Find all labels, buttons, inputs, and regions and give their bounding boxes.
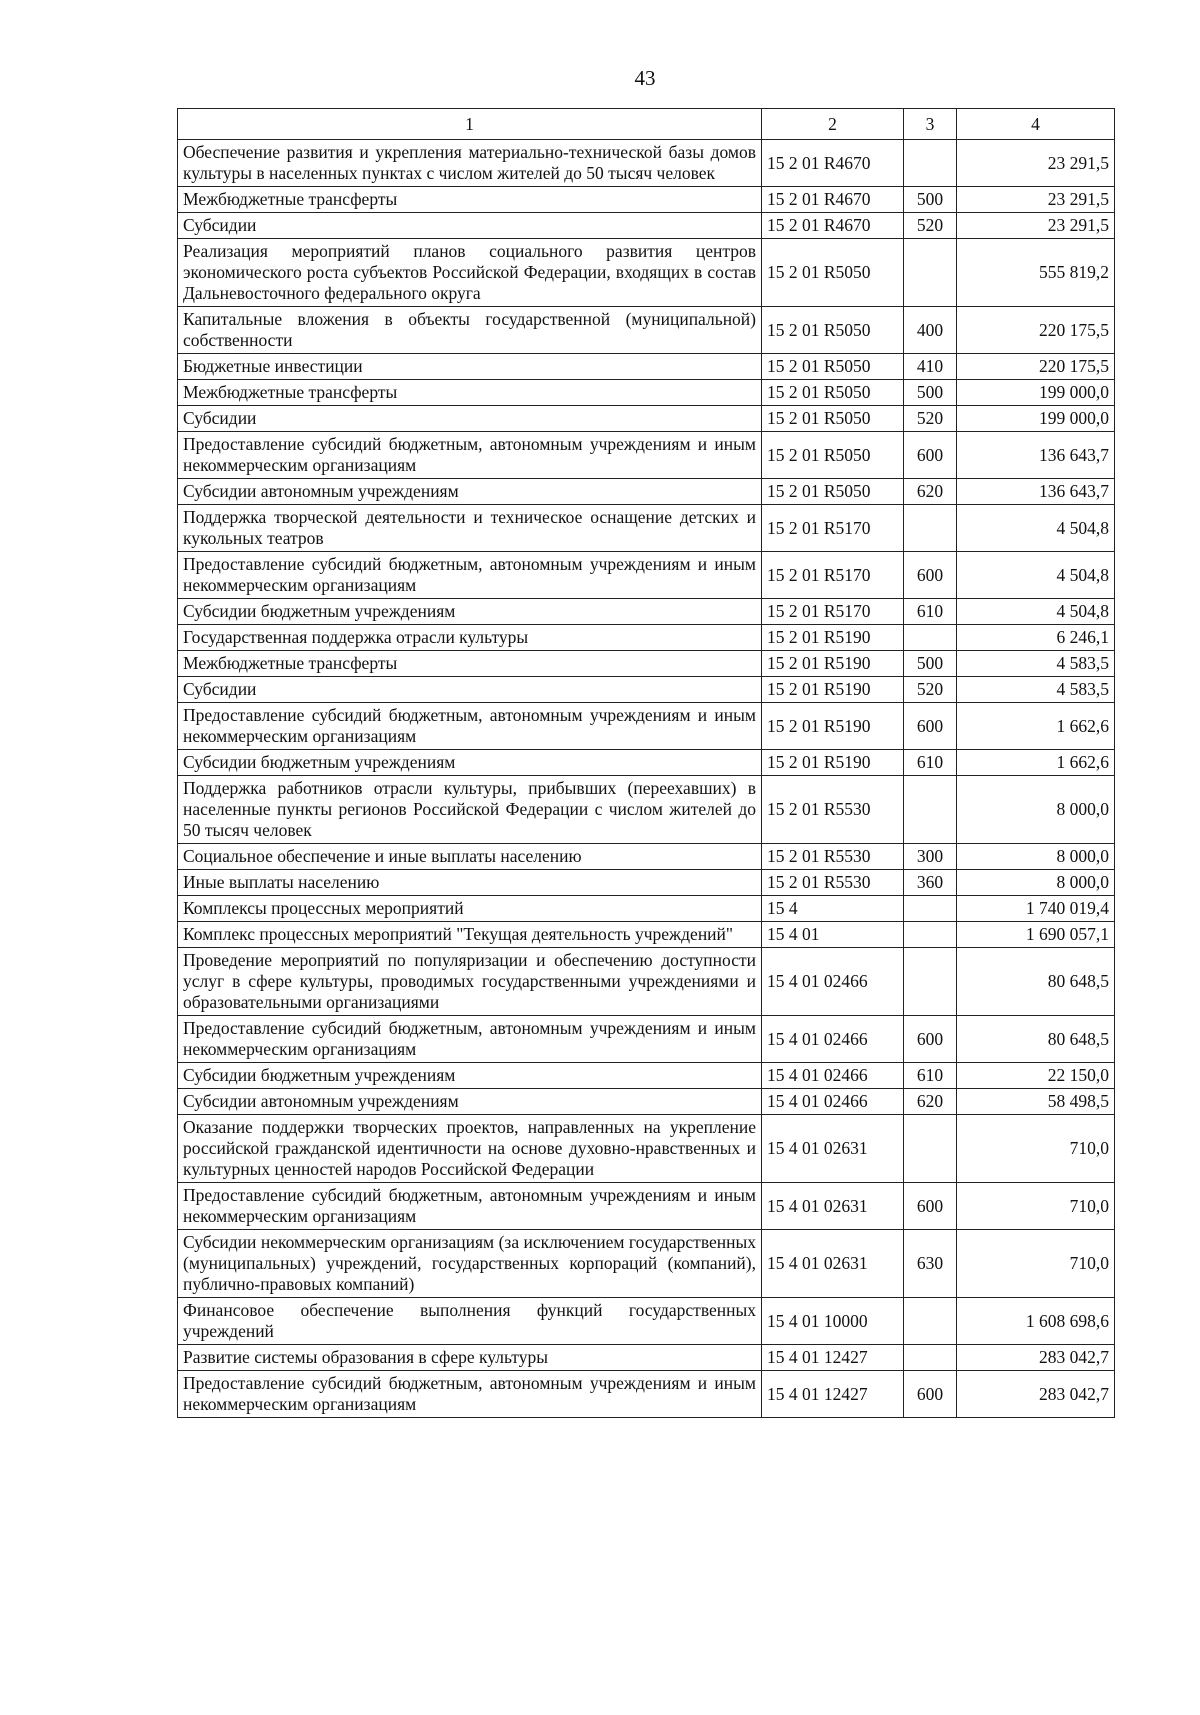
- row-code-cell: 15 2 01 R5190: [762, 651, 904, 677]
- table-row: [178, 703, 1115, 750]
- row-code-cell: 15 2 01 R5050: [762, 432, 904, 479]
- row-name-cell: Межбюджетные трансферты: [178, 651, 762, 677]
- row-code-cell: 15 2 01 R5530: [762, 870, 904, 896]
- row-sum-cell: 555 819,2: [957, 239, 1115, 307]
- row-name-cell: Финансовое обеспечение выполнения функций государственных учреждений: [178, 1298, 762, 1345]
- row-type-cell: [904, 239, 957, 307]
- row-type-cell: 600: [904, 552, 957, 599]
- table-row: [178, 599, 1115, 625]
- table-row: [178, 213, 1115, 239]
- row-code-cell: 15 2 01 R4670: [762, 187, 904, 213]
- row-code-cell: 15 4 01 10000: [762, 1298, 904, 1345]
- table-row: [178, 1345, 1115, 1371]
- table-row: [178, 870, 1115, 896]
- row-sum-cell: 80 648,5: [957, 948, 1115, 1016]
- table-row: [178, 922, 1115, 948]
- table-body: [178, 140, 1115, 1418]
- row-name-cell: Предоставление субсидий бюджетным, автономным учреждениям и иным некоммерческим организациям: [178, 1183, 762, 1230]
- row-name-cell: Капитальные вложения в объекты государственной (муниципальной) собственности: [178, 307, 762, 354]
- row-name-cell: Поддержка творческой деятельности и техническое оснащение детских и кукольных театров: [178, 505, 762, 552]
- row-type-cell: [904, 948, 957, 1016]
- row-code-cell: 15 2 01 R5050: [762, 479, 904, 505]
- row-sum-cell: 4 583,5: [957, 677, 1115, 703]
- row-code-cell: 15 2 01 R5190: [762, 625, 904, 651]
- row-code-cell: 15 2 01 R5530: [762, 844, 904, 870]
- row-sum-cell: 80 648,5: [957, 1016, 1115, 1063]
- table-row: [178, 406, 1115, 432]
- table-row: [178, 479, 1115, 505]
- row-code-cell: 15 2 01 R5170: [762, 505, 904, 552]
- row-name-cell: Обеспечение развития и укрепления материально-технической базы домов культуры в населенных пунктах с числом жителей до 50 тысяч человек: [178, 140, 762, 187]
- column-header-type: 3: [904, 109, 957, 140]
- row-type-cell: 600: [904, 703, 957, 750]
- row-code-cell: 15 2 01 R5170: [762, 552, 904, 599]
- row-sum-cell: 4 583,5: [957, 651, 1115, 677]
- row-code-cell: 15 4 01 02631: [762, 1183, 904, 1230]
- row-code-cell: 15 4 01 02466: [762, 1063, 904, 1089]
- row-type-cell: 620: [904, 479, 957, 505]
- row-name-cell: Субсидии бюджетным учреждениям: [178, 599, 762, 625]
- row-sum-cell: 58 498,5: [957, 1089, 1115, 1115]
- row-code-cell: 15 2 01 R4670: [762, 140, 904, 187]
- row-type-cell: [904, 776, 957, 844]
- row-type-cell: 620: [904, 1089, 957, 1115]
- table-row: [178, 432, 1115, 479]
- table-row: [178, 844, 1115, 870]
- row-sum-cell: 23 291,5: [957, 213, 1115, 239]
- table-row: [178, 505, 1115, 552]
- row-code-cell: 15 2 01 R5190: [762, 677, 904, 703]
- row-type-cell: 610: [904, 599, 957, 625]
- table-row: [178, 380, 1115, 406]
- row-sum-cell: 1 690 057,1: [957, 922, 1115, 948]
- row-sum-cell: 136 643,7: [957, 479, 1115, 505]
- row-code-cell: 15 4 01 12427: [762, 1345, 904, 1371]
- row-sum-cell: 4 504,8: [957, 505, 1115, 552]
- row-sum-cell: 199 000,0: [957, 406, 1115, 432]
- row-type-cell: 520: [904, 406, 957, 432]
- row-type-cell: [904, 505, 957, 552]
- row-sum-cell: 199 000,0: [957, 380, 1115, 406]
- table-row: [178, 1371, 1115, 1418]
- table-row: [178, 896, 1115, 922]
- row-sum-cell: 6 246,1: [957, 625, 1115, 651]
- row-type-cell: 600: [904, 1016, 957, 1063]
- row-type-cell: 500: [904, 380, 957, 406]
- row-code-cell: 15 2 01 R5050: [762, 380, 904, 406]
- row-sum-cell: 4 504,8: [957, 552, 1115, 599]
- row-sum-cell: 220 175,5: [957, 307, 1115, 354]
- row-name-cell: Проведение мероприятий по популяризации и обеспечению доступности услуг в сфере культуры, проводимых государственными учреждениями и образовательными организациями: [178, 948, 762, 1016]
- row-type-cell: 500: [904, 651, 957, 677]
- row-code-cell: 15 2 01 R5050: [762, 307, 904, 354]
- table-row: [178, 354, 1115, 380]
- row-sum-cell: 710,0: [957, 1115, 1115, 1183]
- table-row: [178, 1016, 1115, 1063]
- row-code-cell: 15 4 01 12427: [762, 1371, 904, 1418]
- row-sum-cell: 283 042,7: [957, 1371, 1115, 1418]
- row-sum-cell: 283 042,7: [957, 1345, 1115, 1371]
- table-row: [178, 625, 1115, 651]
- row-code-cell: 15 2 01 R5050: [762, 406, 904, 432]
- table-row: [178, 1115, 1115, 1183]
- table-row: [178, 239, 1115, 307]
- table-row: [178, 1063, 1115, 1089]
- row-type-cell: [904, 140, 957, 187]
- column-header-sum: 4: [957, 109, 1115, 140]
- row-name-cell: Субсидии бюджетным учреждениям: [178, 1063, 762, 1089]
- table-row: [178, 1230, 1115, 1298]
- table-row: [178, 140, 1115, 187]
- row-name-cell: Социальное обеспечение и иные выплаты населению: [178, 844, 762, 870]
- row-type-cell: 520: [904, 677, 957, 703]
- row-code-cell: 15 4 01 02466: [762, 948, 904, 1016]
- row-code-cell: 15 4 01: [762, 922, 904, 948]
- row-type-cell: [904, 1115, 957, 1183]
- row-name-cell: Развитие системы образования в сфере культуры: [178, 1345, 762, 1371]
- row-sum-cell: 1 662,6: [957, 703, 1115, 750]
- row-type-cell: 400: [904, 307, 957, 354]
- row-type-cell: [904, 1345, 957, 1371]
- table-row: [178, 776, 1115, 844]
- table-row: [178, 1183, 1115, 1230]
- row-sum-cell: 1 740 019,4: [957, 896, 1115, 922]
- row-sum-cell: 22 150,0: [957, 1063, 1115, 1089]
- row-name-cell: Иные выплаты населению: [178, 870, 762, 896]
- row-code-cell: 15 2 01 R5190: [762, 703, 904, 750]
- row-sum-cell: 23 291,5: [957, 140, 1115, 187]
- row-type-cell: 610: [904, 1063, 957, 1089]
- row-type-cell: [904, 896, 957, 922]
- row-code-cell: 15 2 01 R5190: [762, 750, 904, 776]
- row-name-cell: Реализация мероприятий планов социального развития центров экономического роста субъектов Российской Федерации, входящих в состав Дальневосточного федерального округа: [178, 239, 762, 307]
- row-name-cell: Бюджетные инвестиции: [178, 354, 762, 380]
- row-sum-cell: 8 000,0: [957, 844, 1115, 870]
- row-name-cell: Поддержка работников отрасли культуры, прибывших (переехавших) в населенные пункты регионов Российской Федерации с числом жителей до 50 тысяч человек: [178, 776, 762, 844]
- row-type-cell: 360: [904, 870, 957, 896]
- budget-table: [177, 108, 1115, 1418]
- row-name-cell: Субсидии автономным учреждениям: [178, 1089, 762, 1115]
- row-name-cell: Предоставление субсидий бюджетным, автономным учреждениям и иным некоммерческим организациям: [178, 552, 762, 599]
- table-row: [178, 1089, 1115, 1115]
- row-type-cell: 410: [904, 354, 957, 380]
- row-name-cell: Предоставление субсидий бюджетным, автономным учреждениям и иным некоммерческим организациям: [178, 1371, 762, 1418]
- row-code-cell: 15 2 01 R4670: [762, 213, 904, 239]
- row-sum-cell: 710,0: [957, 1183, 1115, 1230]
- row-code-cell: 15 4 01 02631: [762, 1230, 904, 1298]
- row-code-cell: 15 4: [762, 896, 904, 922]
- row-code-cell: 15 2 01 R5170: [762, 599, 904, 625]
- table-row: [178, 948, 1115, 1016]
- row-name-cell: Субсидии: [178, 406, 762, 432]
- row-code-cell: 15 2 01 R5050: [762, 354, 904, 380]
- row-code-cell: 15 2 01 R5530: [762, 776, 904, 844]
- row-type-cell: 600: [904, 1183, 957, 1230]
- row-name-cell: Субсидии некоммерческим организациям (за исключением государственных (муниципальных) учреждений, государственных корпораций (компаний), публично-правовых компаний): [178, 1230, 762, 1298]
- row-type-cell: 500: [904, 187, 957, 213]
- row-sum-cell: 136 643,7: [957, 432, 1115, 479]
- row-sum-cell: 8 000,0: [957, 870, 1115, 896]
- row-name-cell: Комплексы процессных мероприятий: [178, 896, 762, 922]
- row-type-cell: [904, 625, 957, 651]
- row-type-cell: 600: [904, 1371, 957, 1418]
- row-sum-cell: 220 175,5: [957, 354, 1115, 380]
- row-name-cell: Межбюджетные трансферты: [178, 187, 762, 213]
- row-type-cell: [904, 1298, 957, 1345]
- row-code-cell: 15 4 01 02466: [762, 1089, 904, 1115]
- table-row: [178, 187, 1115, 213]
- table-row: [178, 750, 1115, 776]
- row-type-cell: 610: [904, 750, 957, 776]
- row-name-cell: Субсидии: [178, 677, 762, 703]
- row-code-cell: 15 4 01 02466: [762, 1016, 904, 1063]
- page-number: 43: [634, 66, 656, 90]
- row-sum-cell: 1 662,6: [957, 750, 1115, 776]
- column-header-code: 2: [762, 109, 904, 140]
- row-sum-cell: 1 608 698,6: [957, 1298, 1115, 1345]
- row-name-cell: Предоставление субсидий бюджетным, автономным учреждениям и иным некоммерческим организациям: [178, 432, 762, 479]
- table-row: [178, 307, 1115, 354]
- row-name-cell: Государственная поддержка отрасли культуры: [178, 625, 762, 651]
- row-name-cell: Межбюджетные трансферты: [178, 380, 762, 406]
- row-name-cell: Субсидии бюджетным учреждениям: [178, 750, 762, 776]
- row-type-cell: [904, 922, 957, 948]
- table-row: [178, 677, 1115, 703]
- row-type-cell: 630: [904, 1230, 957, 1298]
- row-name-cell: Субсидии автономным учреждениям: [178, 479, 762, 505]
- row-code-cell: 15 4 01 02631: [762, 1115, 904, 1183]
- row-code-cell: 15 2 01 R5050: [762, 239, 904, 307]
- column-header-name: 1: [178, 109, 762, 140]
- table-row: [178, 1298, 1115, 1345]
- row-name-cell: Оказание поддержки творческих проектов, направленных на укрепление российской гражданской идентичности на основе духовно-нравственных и культурных ценностей народов Российской Федерации: [178, 1115, 762, 1183]
- table-header-row: [178, 109, 1115, 140]
- table-row: [178, 651, 1115, 677]
- row-name-cell: Субсидии: [178, 213, 762, 239]
- row-name-cell: Комплекс процессных мероприятий "Текущая деятельность учреждений": [178, 922, 762, 948]
- row-name-cell: Предоставление субсидий бюджетным, автономным учреждениям и иным некоммерческим организациям: [178, 1016, 762, 1063]
- table-row: [178, 552, 1115, 599]
- row-name-cell: Предоставление субсидий бюджетным, автономным учреждениям и иным некоммерческим организациям: [178, 703, 762, 750]
- row-sum-cell: 8 000,0: [957, 776, 1115, 844]
- row-type-cell: 300: [904, 844, 957, 870]
- row-sum-cell: 23 291,5: [957, 187, 1115, 213]
- row-sum-cell: 710,0: [957, 1230, 1115, 1298]
- row-type-cell: 520: [904, 213, 957, 239]
- row-type-cell: 600: [904, 432, 957, 479]
- row-sum-cell: 4 504,8: [957, 599, 1115, 625]
